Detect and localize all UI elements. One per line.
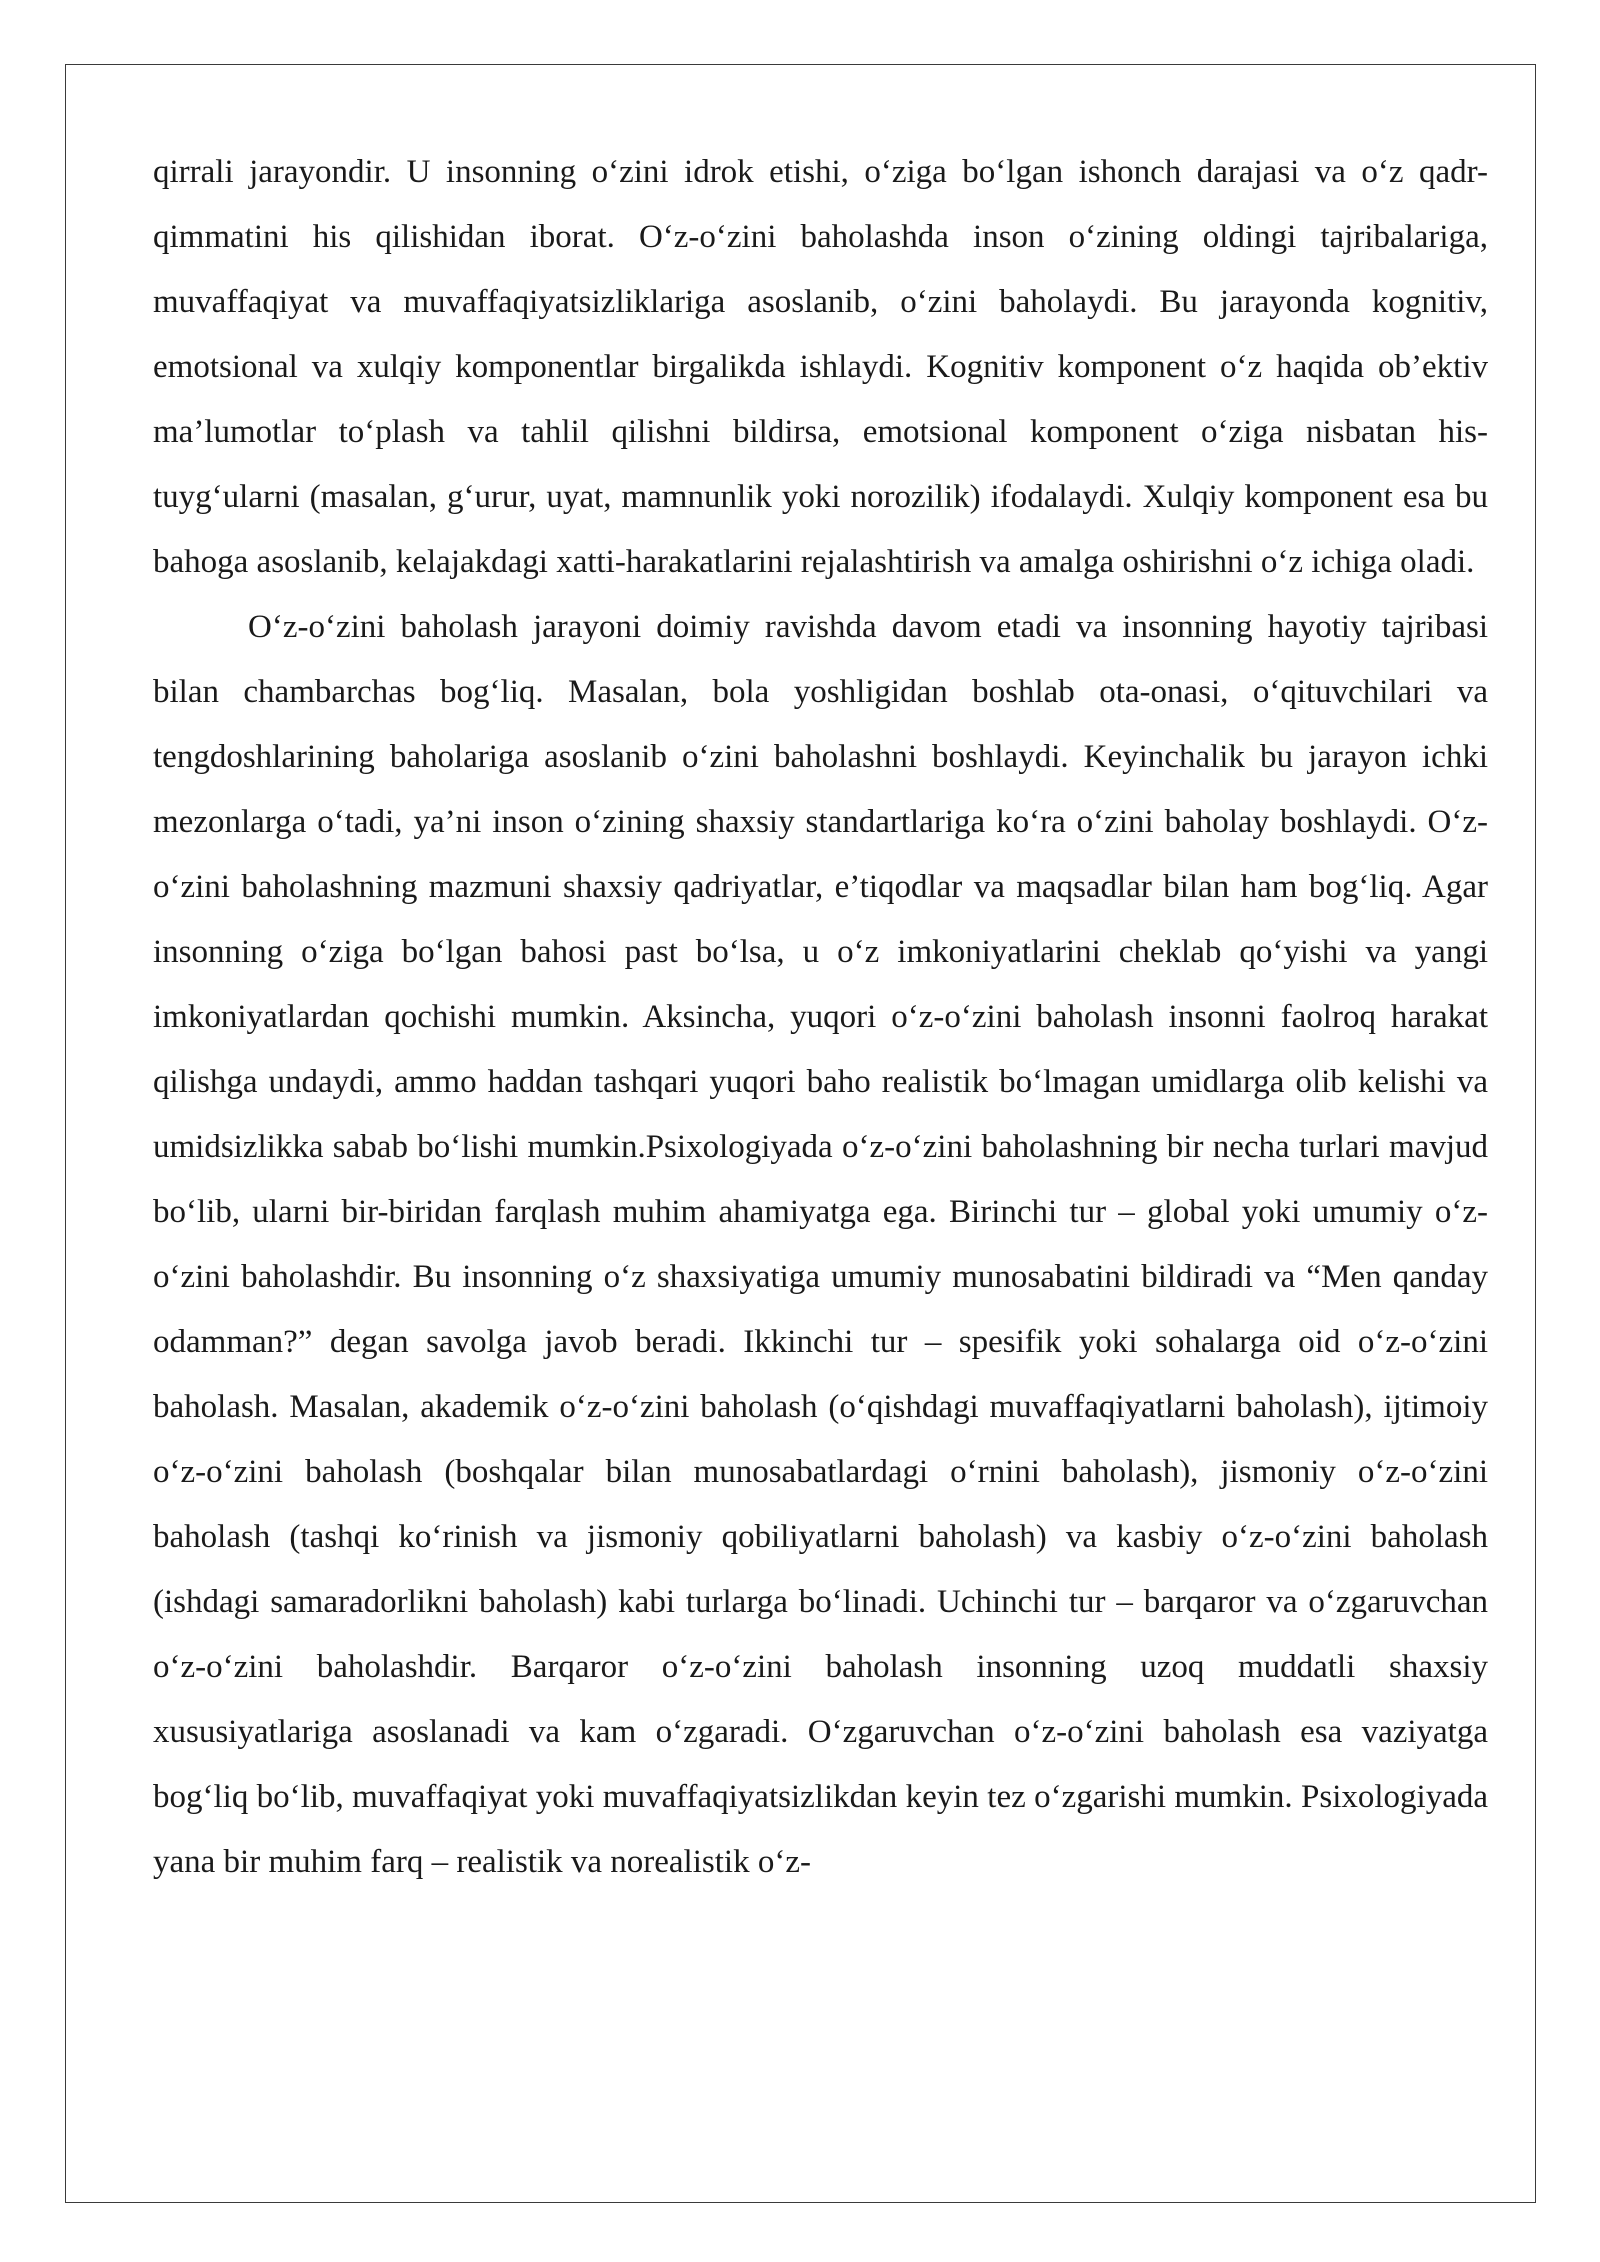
paragraph-2: O‘z-o‘zini baholash jarayoni doimiy ravishda davom etadi va insonning hayotiy tajribasi bilan chambarchas bog‘liq. Masalan, bola yoshligidan boshlab ota-onasi, o‘qituvchilari va tengdoshlarining baholariga asoslanib o‘zini baholashni boshlaydi. Keyinchalik bu jarayon ichki mezonlarga o‘tadi, ya’ni inson o‘zining shaxsiy standartlariga ko‘ra o‘zini baholay boshlaydi. O‘z-o‘zini baholashning mazmuni shaxsiy qadriyatlar, e’tiqodlar va maqsadlar bilan ham bog‘liq. Agar insonning o‘ziga bo‘lgan bahosi past bo‘lsa, u o‘z imkoniyatlarini cheklab qo‘yishi va yangi imkoniyatlardan qochishi mumkin. Aksincha, yuqori o‘z-o‘zini baholash insonni faolroq harakat qilishga undaydi, ammo haddan tashqari yuqori baho realistik bo‘lmagan umidlarga olib kelishi va umidsizlikka sabab bo‘lishi mumkin.Psixologiyada o‘z-o‘zini baholashning bir necha turlari mavjud bo‘lib, ularni bir-biridan farqlash muhim ahamiyatga ega. Birinchi tur – global yoki umumiy o‘z-o‘zini baholashdir. Bu insonning o‘z shaxsiyatiga umumiy munosabatini bildiradi va “Men qanday odamman?” degan savolga javob beradi. Ikkinchi tur – spesifik yoki sohalarga oid o‘z-o‘zini baholash. Masalan, akademik o‘z-o‘zini baholash (o‘qishdagi muvaffaqiyatlarni baholash), ijtimoiy o‘z-o‘zini baholash (boshqalar bilan munosabatlardagi o‘rnini baholash), jismoniy o‘z-o‘zini baholash (tashqi ko‘rinish va jismoniy qobiliyatlarni baholash) va kasbiy o‘z-o‘zini baholash (ishdagi samaradorlikni baholash) kabi turlarga bo‘linadi. Uchinchi tur – barqaror va o‘zgaruvchan o‘z-o‘zini baholashdir. Barqaror o‘z-o‘zini baholash insonning uzoq muddatli shaxsiy xususiyatlariga asoslanadi va kam o‘zgaradi. O‘zgaruvchan o‘z-o‘zini baholash esa vaziyatga bog‘liq bo‘lib, muvaffaqiyat yoki muvaffaqiyatsizlikdan keyin tez o‘zgarishi mumkin. Psixologiyada yana bir muhim farq – realistik va norealistik o‘z- [153, 609, 1488, 1880]
document-body [153, 140, 1488, 1895]
paragraph-1: qirrali jarayondir. U insonning o‘zini idrok etishi, o‘ziga bo‘lgan ishonch darajasi va o‘z qadr-qimmatini his qilishidan iborat. O‘z-o‘zini baholashda inson o‘zining oldingi tajribalariga, muvaffaqiyat va muvaffaqiyatsizliklariga asoslanib, o‘zini baholaydi. Bu jarayonda kognitiv, emotsional va xulqiy komponentlar birgalikda ishlaydi. Kognitiv komponent o‘z haqida ob’ektiv ma’lumotlar to‘plash va tahlil qilishni bildirsa, emotsional komponent o‘ziga nisbatan his-tuyg‘ularni (masalan, g‘urur, uyat, mamnunlik yoki norozilik) ifodalaydi. Xulqiy komponent esa bu bahoga asoslanib, kelajakdagi xatti-harakatlarini rejalashtirish va amalga oshirishni o‘z ichiga oladi. [153, 154, 1488, 580]
